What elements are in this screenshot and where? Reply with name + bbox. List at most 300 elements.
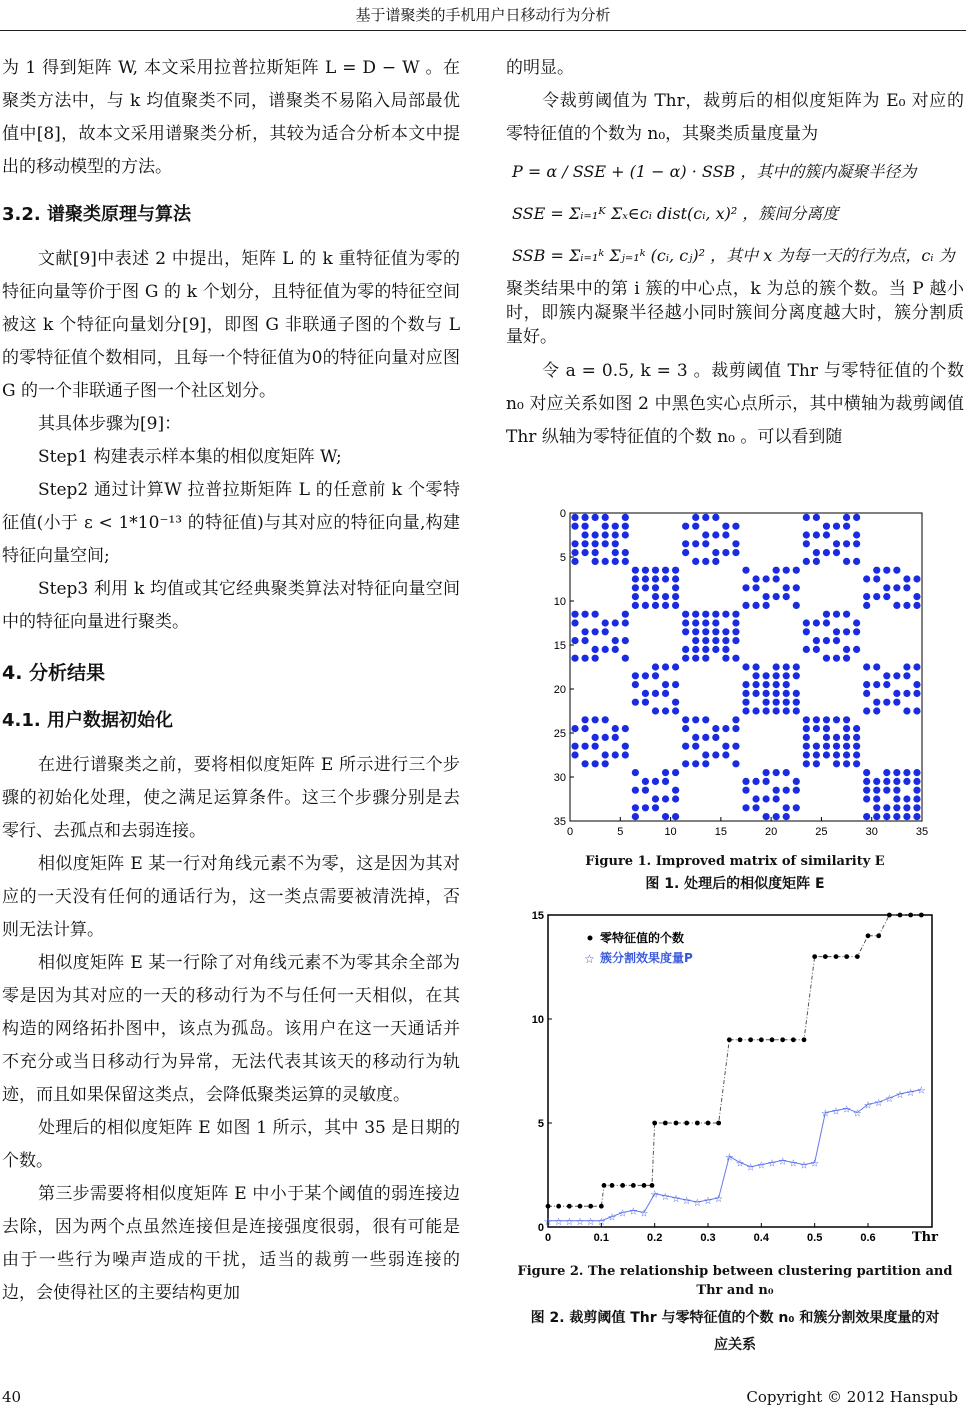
fig1-matrix-point xyxy=(873,699,880,706)
fig1-matrix-point xyxy=(571,549,578,556)
fig1-matrix-point xyxy=(602,760,609,767)
header-rule xyxy=(0,30,966,31)
fig1-matrix-point xyxy=(853,743,860,750)
fig1-matrix-point xyxy=(843,655,850,662)
fig1-matrix-point xyxy=(873,681,880,688)
fig1-matrix-point xyxy=(903,813,910,820)
fig1-matrix-point xyxy=(843,514,850,521)
fig1-matrix-point xyxy=(752,778,759,785)
series-p-point: ☆ xyxy=(607,1212,617,1224)
fig1-matrix-point xyxy=(612,558,619,565)
fig1-matrix-point xyxy=(642,690,649,697)
fig1-matrix-point xyxy=(843,734,850,741)
fig1-matrix-point xyxy=(853,734,860,741)
fig1-matrix-point xyxy=(773,567,780,574)
fig1-matrix-point xyxy=(602,716,609,723)
series-p-point: ☆ xyxy=(682,1195,692,1207)
fig1-matrix-point xyxy=(853,760,860,767)
series-p-point: ☆ xyxy=(756,1160,766,1172)
fig1-matrix-point xyxy=(863,795,870,802)
series-p-point: ☆ xyxy=(778,1156,788,1168)
fig1-matrix-point xyxy=(571,751,578,758)
fig1-matrix-point xyxy=(672,575,679,582)
fig1-matrix-point xyxy=(883,593,890,600)
fig1-matrix-point xyxy=(612,531,619,538)
fig1-matrix-point xyxy=(903,602,910,609)
fig1-matrix-point xyxy=(843,523,850,530)
fig1-matrix-point xyxy=(903,584,910,591)
fig1-matrix-point xyxy=(823,637,830,644)
fig1-matrix-point xyxy=(622,523,629,530)
fig1-matrix-point xyxy=(833,760,840,767)
series-zero-eig-point xyxy=(770,1037,775,1042)
series-zero-eig-point xyxy=(898,913,903,918)
series-p-point: ☆ xyxy=(884,1094,894,1106)
fig1-matrix-point xyxy=(853,514,860,521)
fig1-matrix-point xyxy=(752,584,759,591)
fig1-xtick-label: 25 xyxy=(815,826,828,838)
fig1-matrix-point xyxy=(662,813,669,820)
series-p-point: ☆ xyxy=(660,1191,670,1203)
fig1-matrix-point xyxy=(853,558,860,565)
fig1-matrix-point xyxy=(823,734,830,741)
fig1-matrix-point xyxy=(682,743,689,750)
fig1-matrix-point xyxy=(662,769,669,776)
fig1-matrix-point xyxy=(752,681,759,688)
fig2-ytick-label: 10 xyxy=(531,1014,544,1026)
figure-2-caption-en-2: Thr and n₀ xyxy=(696,1283,774,1298)
fig1-matrix-point xyxy=(813,549,820,556)
fig1-matrix-point xyxy=(763,795,770,802)
series-p-point: ☆ xyxy=(564,1216,574,1228)
fig1-matrix-point xyxy=(672,602,679,609)
fig1-matrix-point xyxy=(893,699,900,706)
fig1-matrix-point xyxy=(752,602,759,609)
fig1-matrix-point xyxy=(863,778,870,785)
fig1-matrix-point xyxy=(893,787,900,794)
fig1-matrix-point xyxy=(833,628,840,635)
figure-2-caption-zh-2: 应关系 xyxy=(714,1337,756,1353)
fig1-matrix-point xyxy=(682,628,689,635)
fig1-matrix-point xyxy=(692,523,699,530)
right-paragraph-2: 令裁剪阈值为 Thr，裁剪后的相似度矩阵为 E₀ 对应的零特征值的个数为 n₀，其聚类质量度量为 xyxy=(506,91,964,144)
fig1-matrix-point xyxy=(712,619,719,626)
fig1-matrix-point xyxy=(903,778,910,785)
copyright: Copyright © 2012 Hanspub xyxy=(746,1388,958,1406)
fig1-matrix-point xyxy=(773,769,780,776)
series-p-point: ☆ xyxy=(831,1106,841,1118)
fig1-ytick-label: 5 xyxy=(559,552,566,564)
fig1-matrix-point xyxy=(783,813,790,820)
fig1-matrix-point xyxy=(903,690,910,697)
fig1-matrix-point xyxy=(873,663,880,670)
fig1-matrix-point xyxy=(581,540,588,547)
series-zero-eig-point xyxy=(620,1183,625,1188)
fig1-matrix-point xyxy=(893,795,900,802)
fig1-matrix-point xyxy=(793,787,800,794)
series-zero-eig-point xyxy=(887,913,892,918)
fig1-matrix-point xyxy=(702,716,709,723)
fig1-matrix-point xyxy=(742,787,749,794)
fig1-matrix-point xyxy=(752,690,759,697)
fig1-matrix-point xyxy=(632,584,639,591)
fig1-matrix-point xyxy=(813,619,820,626)
fig1-matrix-point xyxy=(833,734,840,741)
running-title: 基于谱聚类的手机用户日移动行为分析 xyxy=(355,6,611,24)
page-number: 40 xyxy=(2,1388,22,1406)
formula-p: P = α / SSE + (1 − α) · SSB ，其中的簇内凝聚半径为 xyxy=(512,162,917,181)
series-zero-eig-point xyxy=(908,913,913,918)
fig1-matrix-point xyxy=(571,743,578,750)
left-paragraph-7: 处理后的相似度矩阵 E 如图 1 所示，其中 35 是日期的个数。 xyxy=(2,1118,460,1171)
fig1-matrix-point xyxy=(612,523,619,530)
fig1-matrix-point xyxy=(803,716,810,723)
fig1-matrix-point xyxy=(672,663,679,670)
fig1-matrix-point xyxy=(893,584,900,591)
fig1-matrix-point xyxy=(913,795,920,802)
fig1-matrix-point xyxy=(602,751,609,758)
fig1-matrix-point xyxy=(803,628,810,635)
fig1-matrix-point xyxy=(592,558,599,565)
step-2: Step2 通过计算W 拉普拉斯矩阵 L 的任意前 k 个零特征值(小于 ε < 1*10⁻¹³ 的特征值)与其对应的特征向量,构建特征向量空间; xyxy=(2,480,460,566)
fig1-matrix-point xyxy=(632,787,639,794)
fig1-matrix-point xyxy=(612,540,619,547)
series-p-point: ☆ xyxy=(671,1193,681,1205)
fig1-matrix-point xyxy=(863,707,870,714)
fig1-matrix-point xyxy=(581,531,588,538)
series-zero-eig-point xyxy=(652,1121,657,1126)
fig1-xtick-label: 30 xyxy=(865,826,878,838)
fig1-matrix-point xyxy=(853,619,860,626)
fig1-matrix-point xyxy=(823,751,830,758)
fig1-matrix-point xyxy=(652,707,659,714)
fig1-ytick-label: 35 xyxy=(553,816,566,828)
figure-1-caption-en: Figure 1. Improved matrix of similarity E xyxy=(585,854,885,869)
fig1-matrix-point xyxy=(692,619,699,626)
fig1-matrix-point xyxy=(742,690,749,697)
fig1-matrix-point xyxy=(702,628,709,635)
fig1-matrix-point xyxy=(843,628,850,635)
fig1-matrix-point xyxy=(783,690,790,697)
fig1-matrix-point xyxy=(722,751,729,758)
fig1-ytick-label: 30 xyxy=(553,772,566,784)
fig1-matrix-point xyxy=(803,646,810,653)
fig1-matrix-point xyxy=(813,558,820,565)
figure-2-caption-en-1: Figure 2. The relationship between clustering partition and xyxy=(517,1264,953,1279)
fig1-matrix-point xyxy=(783,567,790,574)
fig1-matrix-point xyxy=(702,540,709,547)
fig1-matrix-point xyxy=(712,531,719,538)
fig1-matrix-point xyxy=(913,707,920,714)
fig1-matrix-point xyxy=(742,707,749,714)
fig1-matrix-point xyxy=(823,531,830,538)
fig1-matrix-point xyxy=(913,778,920,785)
left-paragraph-5: 相似度矩阵 E 某一行对角线元素不为零，这是因为其对应的一天没有任何的通话行为，这一类点需要被清洗掉，否则无法计算。 xyxy=(2,854,460,940)
fig1-matrix-point xyxy=(682,655,689,662)
fig1-matrix-point xyxy=(622,743,629,750)
fig1-matrix-point xyxy=(883,813,890,820)
fig2-ytick-label: 0 xyxy=(537,1222,544,1234)
fig1-matrix-point xyxy=(793,672,800,679)
fig1-matrix-point xyxy=(652,593,659,600)
fig1-matrix-point xyxy=(602,523,609,530)
fig2-xtick-label: 0 xyxy=(544,1232,552,1244)
fig1-matrix-point xyxy=(803,734,810,741)
legend-marker-zero-eig xyxy=(588,936,593,941)
fig1-matrix-point xyxy=(672,707,679,714)
fig1-matrix-point xyxy=(883,672,890,679)
series-zero-eig-point xyxy=(855,954,860,959)
legend-label-p: 簇分割效果度量P xyxy=(600,951,693,965)
fig1-matrix-point xyxy=(712,611,719,618)
fig1-matrix-point xyxy=(642,699,649,706)
series-p-point: ☆ xyxy=(767,1158,777,1170)
fig1-matrix-point xyxy=(702,734,709,741)
fig1-matrix-point xyxy=(612,646,619,653)
fig1-matrix-point xyxy=(672,795,679,802)
fig1-matrix-point xyxy=(642,804,649,811)
fig1-matrix-point xyxy=(612,619,619,626)
fig1-matrix-point xyxy=(903,672,910,679)
fig1-matrix-point xyxy=(622,751,629,758)
fig1-matrix-point xyxy=(702,646,709,653)
fig1-matrix-point xyxy=(773,672,780,679)
fig1-matrix-point xyxy=(692,514,699,521)
formula-ssb: SSB = Σᵢ₌₁ᵏ Σⱼ₌₁ᵏ (cᵢ, cⱼ)² ，其中 x 为每一天的行为点，cᵢ 为 xyxy=(512,246,955,265)
series-p-point: ☆ xyxy=(650,1189,660,1201)
fig1-matrix-point xyxy=(612,725,619,732)
fig1-matrix-point xyxy=(873,567,880,574)
fig1-matrix-point xyxy=(592,760,599,767)
fig1-matrix-point xyxy=(873,804,880,811)
fig1-matrix-point xyxy=(833,523,840,530)
fig1-matrix-point xyxy=(913,602,920,609)
fig1-matrix-point xyxy=(853,531,860,538)
fig1-matrix-point xyxy=(742,584,749,591)
fig1-matrix-point xyxy=(913,663,920,670)
fig1-matrix-point xyxy=(873,787,880,794)
fig1-matrix-point xyxy=(672,567,679,574)
fig1-matrix-point xyxy=(883,769,890,776)
left-paragraph-2: 文献[9]中表述 2 中提出，矩阵 L 的 k 重特征值为零的特征向量等价于图 G 的 k 个划分，且特征值为零的特征空间被这 k 个特征向量划分[9]，即图 G 非联通子图的个数与 L 的零特征值个数相同，且每一个特征值为0的特征向量对应图 G 的一个非联通子图一个社区划分。 xyxy=(2,249,460,401)
fig1-matrix-point xyxy=(773,699,780,706)
fig1-matrix-point xyxy=(622,619,629,626)
fig1-matrix-point xyxy=(763,681,770,688)
fig1-matrix-point xyxy=(742,804,749,811)
fig1-matrix-point xyxy=(692,734,699,741)
series-zero-eig-point xyxy=(738,1037,743,1042)
fig1-matrix-point xyxy=(863,681,870,688)
fig1-matrix-point xyxy=(903,575,910,582)
fig1-matrix-point xyxy=(773,707,780,714)
fig1-matrix-point xyxy=(803,540,810,547)
fig1-matrix-point xyxy=(632,681,639,688)
fig1-matrix-point xyxy=(903,769,910,776)
fig1-matrix-point xyxy=(692,540,699,547)
fig1-matrix-point xyxy=(813,646,820,653)
fig1-matrix-point xyxy=(833,549,840,556)
fig1-matrix-point xyxy=(662,795,669,802)
fig1-matrix-point xyxy=(662,778,669,785)
fig1-matrix-point xyxy=(612,734,619,741)
fig1-matrix-point xyxy=(913,787,920,794)
series-p-point: ☆ xyxy=(874,1098,884,1110)
fig1-matrix-point xyxy=(813,531,820,538)
fig1-matrix-point xyxy=(732,760,739,767)
fig1-ytick-label: 20 xyxy=(553,684,566,696)
series-p-point: ☆ xyxy=(906,1087,916,1099)
fig1-matrix-point xyxy=(843,540,850,547)
fig1-matrix-point xyxy=(702,514,709,521)
series-zero-eig-point xyxy=(663,1121,668,1126)
fig1-matrix-point xyxy=(622,558,629,565)
fig1-matrix-point xyxy=(913,690,920,697)
fig1-matrix-point xyxy=(581,725,588,732)
fig1-matrix-point xyxy=(662,690,669,697)
fig1-matrix-point xyxy=(863,813,870,820)
fig1-matrix-point xyxy=(612,751,619,758)
fig1-matrix-point xyxy=(783,707,790,714)
fig1-matrix-point xyxy=(783,584,790,591)
fig1-matrix-point xyxy=(833,540,840,547)
fig1-matrix-point xyxy=(712,734,719,741)
fig2-xtick-label: 0.1 xyxy=(593,1232,609,1244)
fig1-matrix-point xyxy=(833,716,840,723)
fig1-matrix-point xyxy=(873,593,880,600)
fig1-matrix-point xyxy=(763,575,770,582)
fig1-matrix-point xyxy=(763,813,770,820)
fig1-matrix-point xyxy=(883,778,890,785)
series-zero-eig-point xyxy=(602,1183,607,1188)
series-p-point: ☆ xyxy=(863,1100,873,1112)
fig1-matrix-point xyxy=(581,628,588,635)
series-p-point: ☆ xyxy=(799,1160,809,1172)
fig1-matrix-point xyxy=(581,523,588,530)
fig1-matrix-point xyxy=(602,734,609,741)
fig1-matrix-point xyxy=(571,725,578,732)
left-paragraph-1: 为 1 得到矩阵 W, 本文采用拉普拉斯矩阵 L = D − W 。在聚类方法中，与 k 均值聚类不同，谱聚类不易陷入局部最优值中[8]，故本文采用谱聚类分析，其较为适合分析本文中提出的移动模型的方法。 xyxy=(2,58,460,177)
fig2-xtick-label: 0.4 xyxy=(753,1232,769,1244)
series-zero-eig-point xyxy=(919,913,924,918)
series-zero-eig-point xyxy=(802,1037,807,1042)
fig1-matrix-point xyxy=(622,725,629,732)
fig1-matrix-point xyxy=(622,655,629,662)
fig1-matrix-point xyxy=(803,558,810,565)
series-zero-eig-point xyxy=(684,1121,689,1126)
fig1-matrix-point xyxy=(803,751,810,758)
fig1-matrix-point xyxy=(602,514,609,521)
fig1-matrix-point xyxy=(652,602,659,609)
series-p-point: ☆ xyxy=(746,1162,756,1174)
fig1-matrix-point xyxy=(662,593,669,600)
step-1: Step1 构建表示样本集的相似度矩阵 W; xyxy=(38,447,342,467)
fig1-matrix-point xyxy=(652,584,659,591)
right-paragraph-1: 的明显。 xyxy=(506,58,574,78)
series-zero-eig-point xyxy=(823,954,828,959)
fig1-matrix-point xyxy=(813,751,820,758)
fig1-matrix-point xyxy=(632,575,639,582)
legend-label-zero-eig: 零特征值的个数 xyxy=(600,931,685,945)
fig1-matrix-point xyxy=(652,804,659,811)
fig1-matrix-point xyxy=(823,655,830,662)
series-zero-eig-point xyxy=(727,1037,732,1042)
fig1-matrix-point xyxy=(571,611,578,618)
fig1-matrix-point xyxy=(652,567,659,574)
series-zero-eig-point xyxy=(567,1204,572,1209)
fig1-ytick-label: 10 xyxy=(553,596,566,608)
fig1-matrix-point xyxy=(712,549,719,556)
fig1-matrix-point xyxy=(752,663,759,670)
left-column xyxy=(2,52,460,1310)
fig1-matrix-point xyxy=(843,611,850,618)
fig1-matrix-point xyxy=(702,531,709,538)
fig1-matrix-point xyxy=(692,743,699,750)
fig1-matrix-point xyxy=(903,804,910,811)
fig1-matrix-point xyxy=(592,734,599,741)
fig1-matrix-point xyxy=(742,778,749,785)
fig1-matrix-point xyxy=(742,681,749,688)
fig1-matrix-point xyxy=(571,558,578,565)
fig1-matrix-point xyxy=(823,725,830,732)
fig1-matrix-point xyxy=(843,760,850,767)
fig1-matrix-point xyxy=(632,699,639,706)
fig1-matrix-point xyxy=(662,575,669,582)
figure-1-matrix xyxy=(548,505,938,845)
fig1-matrix-point xyxy=(672,787,679,794)
series-p-point: ☆ xyxy=(820,1108,830,1120)
fig1-matrix-point xyxy=(732,725,739,732)
fig1-matrix-point xyxy=(642,787,649,794)
fig1-matrix-point xyxy=(622,549,629,556)
fig1-matrix-point xyxy=(632,769,639,776)
fig1-matrix-point xyxy=(732,540,739,547)
fig1-matrix-point xyxy=(813,716,820,723)
fig1-matrix-point xyxy=(592,646,599,653)
fig1-matrix-point xyxy=(863,663,870,670)
fig1-matrix-point xyxy=(712,725,719,732)
fig1-matrix-point xyxy=(602,646,609,653)
fig1-matrix-point xyxy=(592,549,599,556)
series-zero-eig-point xyxy=(650,1183,655,1188)
fig1-matrix-point xyxy=(843,725,850,732)
fig1-matrix-point xyxy=(903,663,910,670)
series-zero-eig-point xyxy=(610,1183,615,1188)
fig1-matrix-point xyxy=(571,540,578,547)
fig1-matrix-point xyxy=(672,681,679,688)
fig1-matrix-point xyxy=(592,611,599,618)
fig1-matrix-point xyxy=(793,602,800,609)
fig1-matrix-point xyxy=(571,523,578,530)
fig1-matrix-point xyxy=(682,619,689,626)
fig1-matrix-point xyxy=(763,690,770,697)
series-zero-eig-point xyxy=(866,933,871,938)
fig1-matrix-point xyxy=(873,795,880,802)
series-zero-eig-point xyxy=(631,1183,636,1188)
fig1-xtick-label: 15 xyxy=(714,826,727,838)
fig1-matrix-point xyxy=(722,646,729,653)
fig1-matrix-point xyxy=(763,602,770,609)
series-zero-eig-point xyxy=(876,933,881,938)
series-zero-eig-point xyxy=(844,954,849,959)
fig1-matrix-point xyxy=(722,743,729,750)
fig1-matrix-point xyxy=(592,531,599,538)
left-paragraph-4: 在进行谱聚类之前，要将相似度矩阵 E 所示进行三个步骤的初始化处理，使之满足运算条件。这三个步骤分别是去零行、去孤点和去弱连接。 xyxy=(2,755,460,841)
fig1-matrix-point xyxy=(732,549,739,556)
fig1-matrix-point xyxy=(712,637,719,644)
fig1-matrix-point xyxy=(592,743,599,750)
fig1-matrix-point xyxy=(823,716,830,723)
fig1-matrix-point xyxy=(813,743,820,750)
